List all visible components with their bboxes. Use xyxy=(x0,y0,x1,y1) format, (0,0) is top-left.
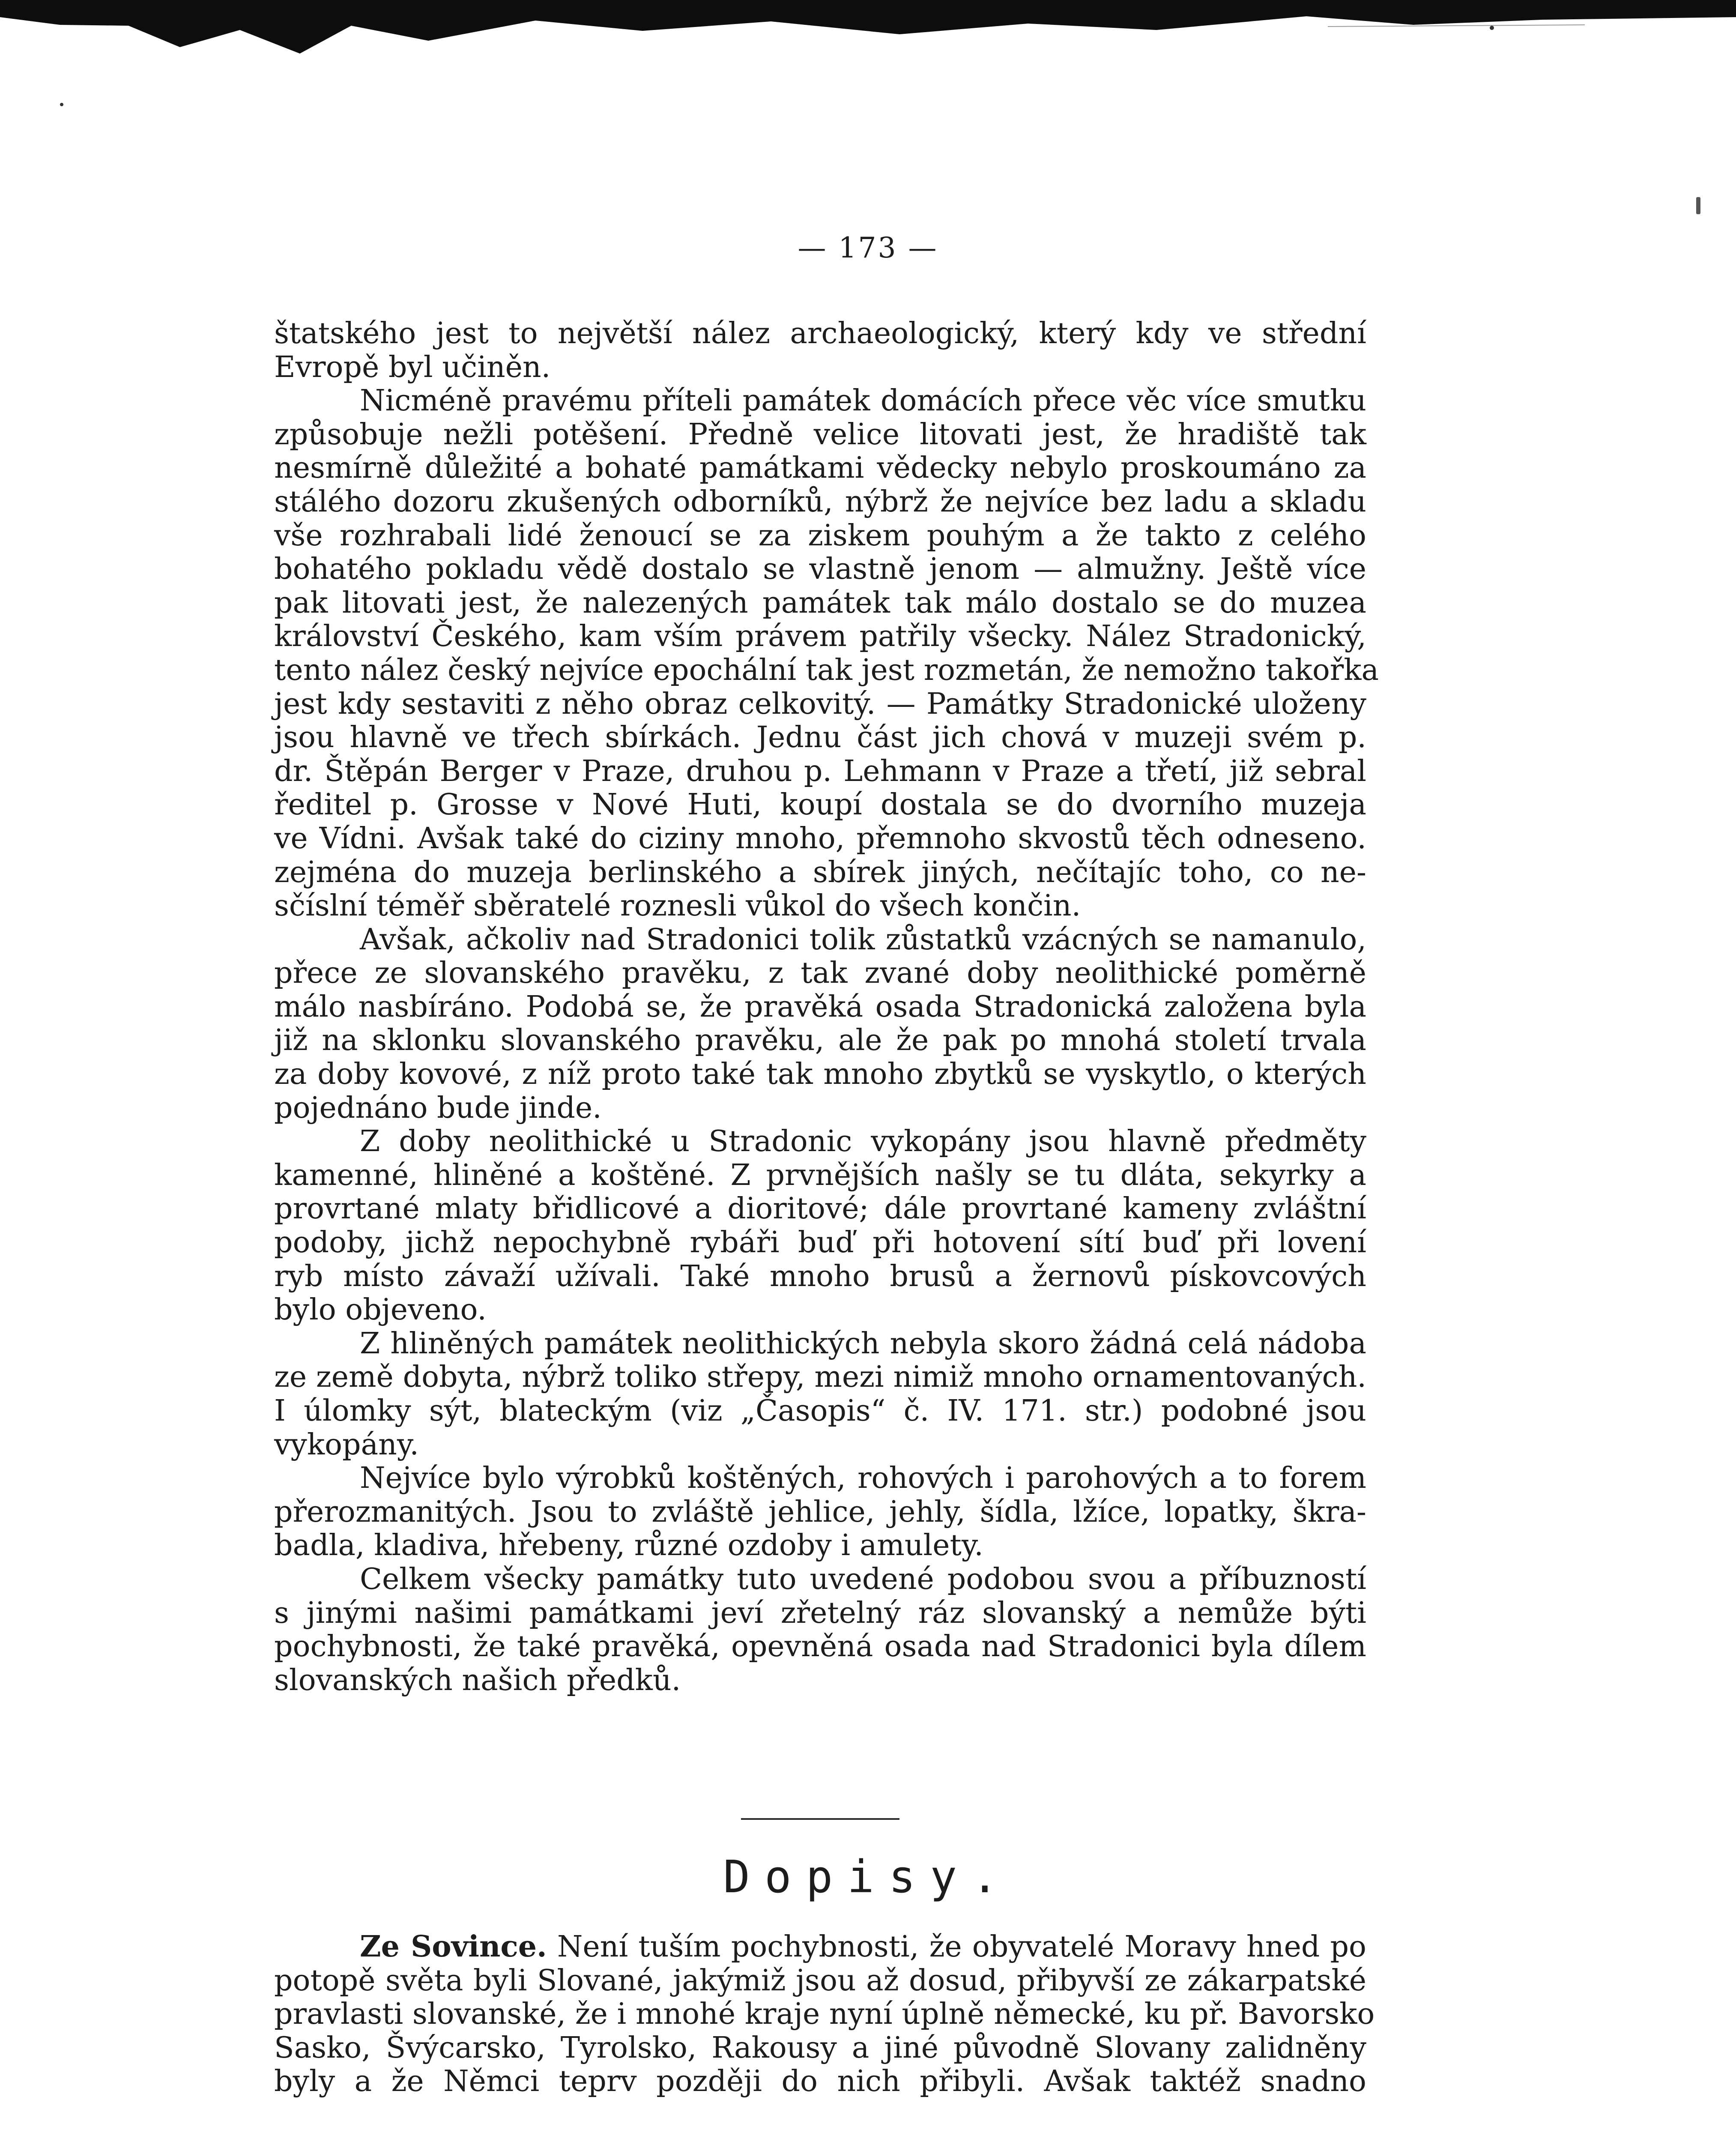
page-number: — 173 — xyxy=(798,231,938,264)
text-line: byly a že Němci teprv později do nich přibyli. Avšak taktéž snadno xyxy=(274,2064,1366,2099)
text-line: přerozmanitých. Jsou to zvláště jehlice, jehly, šídla, lžíce, lopatky, škra- xyxy=(274,1495,1366,1529)
ink-speck xyxy=(60,103,63,106)
text-line: Z hliněných památek neolithických nebyla skoro žádná celá nádoba xyxy=(360,1326,1366,1361)
text-line: nesmírně důležité a bohaté památkami vědecky nebylo proskoumáno za xyxy=(274,451,1366,485)
text-line: Sasko, Švýcarsko, Tyrolsko, Rakousy a jiné původně Slovany zalidněny xyxy=(274,2031,1366,2065)
text-line: již na sklonku slovanského pravěku, ale že pak po mnohá století trvala xyxy=(274,1023,1366,1058)
paragraph-7 xyxy=(274,1563,1366,1697)
text-line: pravlasti slovanské, že i mnohé kraje nyní úplně německé, ku př. Bavorsko xyxy=(274,1997,1375,2031)
text-line: pak litovati jest, že nalezených památek tak málo dostalo se do muzea xyxy=(274,586,1366,620)
text-line: badla, kladiva, hřebeny, různé ozdoby i amulety. xyxy=(274,1529,983,1563)
section-divider xyxy=(741,1818,899,1820)
ink-speck xyxy=(1696,197,1700,214)
text-line: potopě světa byli Slované, jakýmiž jsou až dosud, přibyvší ze zákarpatské xyxy=(274,1963,1366,1998)
text-line: provrtané mlaty břidlicové a dioritové; dále provrtané kameny zvláštní xyxy=(274,1192,1366,1226)
text-line: bylo objeveno. xyxy=(274,1293,487,1327)
text-line: vše rozhrabali lidé ženoucí se za ziskem pouhým a že takto z celého xyxy=(274,518,1366,553)
text-line: podoby, jichž nepochybně rybáři buď při hotovení sítí buď při lovení xyxy=(274,1226,1366,1260)
text-line: s jinými našimi památkami jeví zřetelný ráz slovanský a nemůže býti xyxy=(274,1596,1366,1630)
ink-speck xyxy=(1490,26,1494,30)
text-line: přece ze slovanského pravěku, z tak zvané doby neolithické poměrně xyxy=(274,956,1366,990)
text-line: stálého dozoru zkušených odborníků, nýbrž že nejvíce bez ladu a skladu xyxy=(274,485,1366,519)
text-line xyxy=(274,1930,1366,1964)
text-line: jest kdy sestaviti z něho obraz celkovitý. — Památky Stradonické uloženy xyxy=(274,687,1366,721)
text-line: sčíslní téměř sběratelé roznesli vůkol do všech končin. xyxy=(274,889,1081,923)
text-line: ředitel p. Grosse v Nové Huti, koupí dostala se do dvorního muzeja xyxy=(274,788,1366,822)
text-line: Avšak, ačkoliv nad Stradonici tolik zůstatků vzácných se namanulo, xyxy=(360,922,1366,957)
torn-top-edge xyxy=(0,0,1736,99)
text-line: Nicméně pravému příteli památek domácích přece věc více smutku xyxy=(360,384,1366,418)
paragraph-1 xyxy=(274,317,1366,384)
paragraph-6 xyxy=(274,1462,1366,1563)
section-heading: Dopisy. xyxy=(723,1851,1013,1903)
text-line: štatského jest to největší nález archaeologický, který kdy ve střední xyxy=(274,317,1366,350)
letter-paragraph xyxy=(274,1930,1375,2099)
text-line: Evropě byl učiněn. xyxy=(274,350,551,384)
paragraph-2 xyxy=(274,384,1379,923)
text-line: kamenné, hliněné a koštěné. Z prvnějších našly se tu dláta, sekyrky a xyxy=(274,1158,1366,1192)
text-line: pochybnosti, že také pravěká, opevněná osada nad Stradonici byla dílem xyxy=(274,1630,1366,1664)
letter-first-line: Není tuším pochybnosti, že obyvatelé Moravy hned po xyxy=(557,1930,1366,1964)
text-line: zejména do muzeja berlinského a sbírek jiných, nečítajíc toho, co ne- xyxy=(274,855,1366,889)
text-line: způsobuje nežli potěšení. Předně velice litovati jest, že hradiště tak xyxy=(274,417,1366,452)
text-line: bohatého pokladu vědě dostalo se vlastně jenom — almužny. Ještě více xyxy=(274,552,1366,586)
text-line: Z doby neolithické u Stradonic vykopány jsou hlavně předměty xyxy=(360,1125,1366,1159)
paragraph-5 xyxy=(274,1327,1366,1462)
paragraph-4 xyxy=(274,1125,1366,1327)
text-line: království Českého, kam vším právem patřily všecky. Nález Stradonický, xyxy=(274,619,1366,654)
text-line: ze země dobyta, nýbrž toliko střepy, mezi nimiž mnoho ornamentovaných. xyxy=(274,1360,1366,1394)
text-line: Nejvíce bylo výrobků koštěných, rohových i parohových a to forem xyxy=(360,1461,1366,1496)
text-line: Celkem všecky památky tuto uvedené podobou svou a příbuzností xyxy=(360,1562,1366,1596)
text-line: dr. Štěpán Berger v Praze, druhou p. Lehmann v Praze a třetí, již sebral xyxy=(274,754,1366,788)
text-line: I úlomky sýt, blateckým (viz „Časopis“ č. IV. 171. str.) podobné jsou xyxy=(274,1394,1366,1428)
text-line: ryb místo závaží užívali. Také mnoho brusů a žernovů pískovcových xyxy=(274,1259,1366,1293)
text-line: tento nález český nejvíce epochální tak jest rozmetán, že nemožno takořka xyxy=(274,653,1379,687)
text-line: málo nasbíráno. Podobá se, že pravěká osada Stradonická založena byla xyxy=(274,990,1366,1024)
text-line: jsou hlavně ve třech sbírkách. Jednu část jich chová v muzeji svém p. xyxy=(274,721,1366,755)
text-line: vykopány. xyxy=(274,1427,419,1462)
letter-origin: Ze Sovince. xyxy=(360,1930,547,1964)
text-line: za doby kovové, z níž proto také tak mnoho zbytků se vyskytlo, o kterých xyxy=(274,1057,1366,1092)
text-line: slovanských našich předků. xyxy=(274,1663,681,1697)
article-text xyxy=(274,317,1379,1697)
text-line: ve Vídni. Avšak také do ciziny mnoho, přemnoho skvostů těch odneseno. xyxy=(274,821,1366,856)
letter-text xyxy=(274,1930,1375,2099)
text-line: pojednáno bude jinde. xyxy=(274,1091,602,1125)
paragraph-3 xyxy=(274,923,1366,1125)
